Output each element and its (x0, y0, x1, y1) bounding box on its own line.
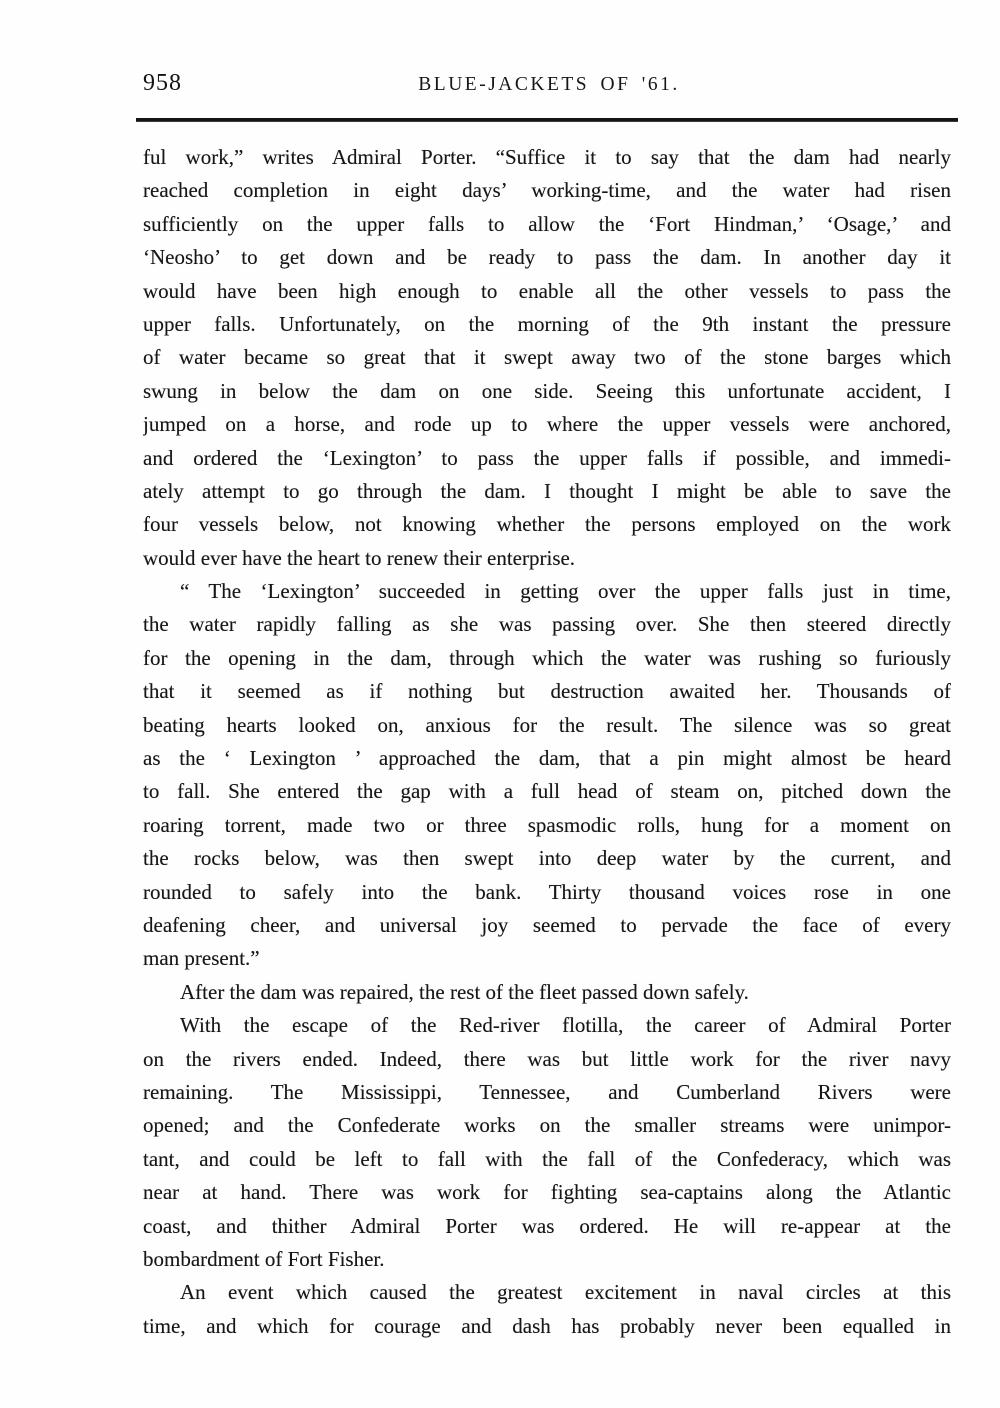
text-line: as the ‘ Lexington ’ approached the dam, that a pin might almost be heard (143, 746, 951, 771)
paragraph (143, 141, 951, 575)
paragraph (143, 976, 951, 1009)
text-line: would have been high enough to enable all the other vessels to pass the (143, 278, 951, 303)
paragraph (143, 575, 951, 976)
text-line: ful work,” writes Admiral Porter. “Suffice it to say that the dam had nearly (143, 145, 951, 169)
text-line: of water became so great that it swept away two of the stone barges which (143, 345, 951, 370)
text-line: opened; and the Confederate works on the smaller streams were unimpor- (143, 1113, 951, 1138)
text-line: ately attempt to go through the dam. I thought I might be able to save the (143, 478, 951, 503)
text-line: man present.” (143, 946, 260, 971)
text-line: the rocks below, was then swept into deep water by the current, and (143, 846, 951, 871)
page-header (143, 68, 955, 104)
paragraph (143, 1009, 951, 1276)
text-line: bombardment of Fort Fisher. (143, 1246, 385, 1271)
page-body (143, 141, 951, 1343)
paragraph (143, 1276, 951, 1343)
text-line: that it seemed as if nothing but destruction awaited her. Thousands of (143, 679, 951, 704)
text-line: to fall. She entered the gap with a full head of steam on, pitched down the (143, 779, 951, 804)
text-line: the water rapidly falling as she was passing over. She then steered directly (143, 612, 951, 637)
text-line: coast, and thither Admiral Porter was ordered. He will re-appear at the (143, 1213, 951, 1238)
text-line: roaring torrent, made two or three spasmodic rolls, hung for a moment on (143, 812, 951, 837)
text-line: After the dam was repaired, the rest of the fleet passed down safely. (180, 979, 749, 1004)
text-line: swung in below the dam on one side. Seeing this unfortunate accident, I (143, 378, 951, 403)
text-line: on the rivers ended. Indeed, there was but little work for the river navy (143, 1046, 951, 1071)
text-line: beating hearts looked on, anxious for the result. The silence was so great (143, 712, 951, 737)
text-line: and ordered the ‘Lexington’ to pass the upper falls if possible, and immedi- (143, 445, 951, 470)
text-line: ‘Neosho’ to get down and be ready to pass the dam. In another day it (143, 245, 951, 270)
text-line: sufficiently on the upper falls to allow the ‘Fort Hindman,’ ‘Osage,’ and (143, 211, 951, 236)
text-line: deafening cheer, and universal joy seemed to pervade the face of every (143, 912, 951, 937)
text-line: remaining. The Mississippi, Tennessee, and Cumberland Rivers were (143, 1079, 951, 1104)
text-line: reached completion in eight days’ working-time, and the water had risen (143, 178, 951, 203)
text-line: tant, and could be left to fall with the fall of the Confederacy, which was (143, 1146, 951, 1171)
text-line: would ever have the heart to renew their enterprise. (143, 545, 576, 570)
running-head: BLUE-JACKETS OF '61. (418, 74, 680, 95)
text-line: “ The ‘Lexington’ succeeded in getting over the upper falls just in time, (180, 579, 951, 604)
text-line: four vessels below, not knowing whether the persons employed on the work (143, 512, 951, 537)
text-line: for the opening in the dam, through which the water was rushing so furiously (143, 645, 951, 670)
page-number: 958 (143, 70, 182, 96)
text-line: near at hand. There was work for fighting sea-captains along the Atlantic (143, 1180, 951, 1205)
text-line: An event which caused the greatest excitement in naval circles at this (180, 1280, 951, 1305)
text-line: jumped on a horse, and rode up to where the upper vessels were anchored, (143, 412, 951, 437)
text-line: rounded to safely into the bank. Thirty thousand voices rose in one (143, 879, 951, 904)
header-rule (136, 118, 958, 122)
text-line: time, and which for courage and dash has probably never been equalled in (143, 1313, 951, 1338)
text-line: With the escape of the Red-river flotilla, the career of Admiral Porter (180, 1013, 951, 1038)
text-line: upper falls. Unfortunately, on the morning of the 9th instant the pressure (143, 311, 951, 336)
